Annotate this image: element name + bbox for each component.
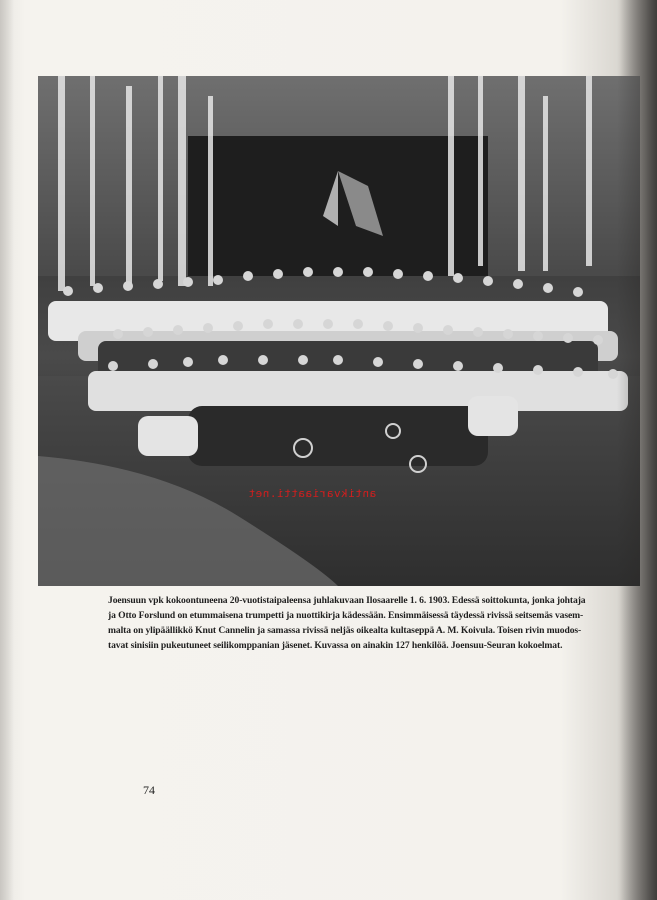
photo-caption: [108, 593, 628, 653]
caption-line: tavat sinisiin pukeutuneet seilikomppanian jäsenet. Kuvassa on ainakin 127 henkilöä. Joensuu-Seuran kokoelmat.: [108, 640, 563, 651]
group-photo-illustration: [38, 76, 640, 586]
group-photo: [38, 76, 640, 586]
caption-line: Joensuun vpk kokoontuneena 20-vuotistaipaleensa juhlakuvaan Ilosaarelle 1. 6. 1903. Edessä soittokunta, jonka johtaja: [108, 595, 586, 606]
caption-line: ja Otto Forslund on etummaisena trumpetti ja nuottikirja kädessään. Ensimmäisessä täydessä rivissä seitsemäs vasem-: [108, 610, 584, 621]
page-gutter: [0, 0, 14, 900]
page-number: 74: [143, 783, 155, 797]
watermark: antikvariaatti.net: [248, 487, 377, 500]
caption-line: malta on ylipäällikkö Knut Cannelin ja samassa rivissä neljäs oikealta kultaseppä A. M. Koivula. Toisen rivin muodos-: [108, 625, 582, 636]
